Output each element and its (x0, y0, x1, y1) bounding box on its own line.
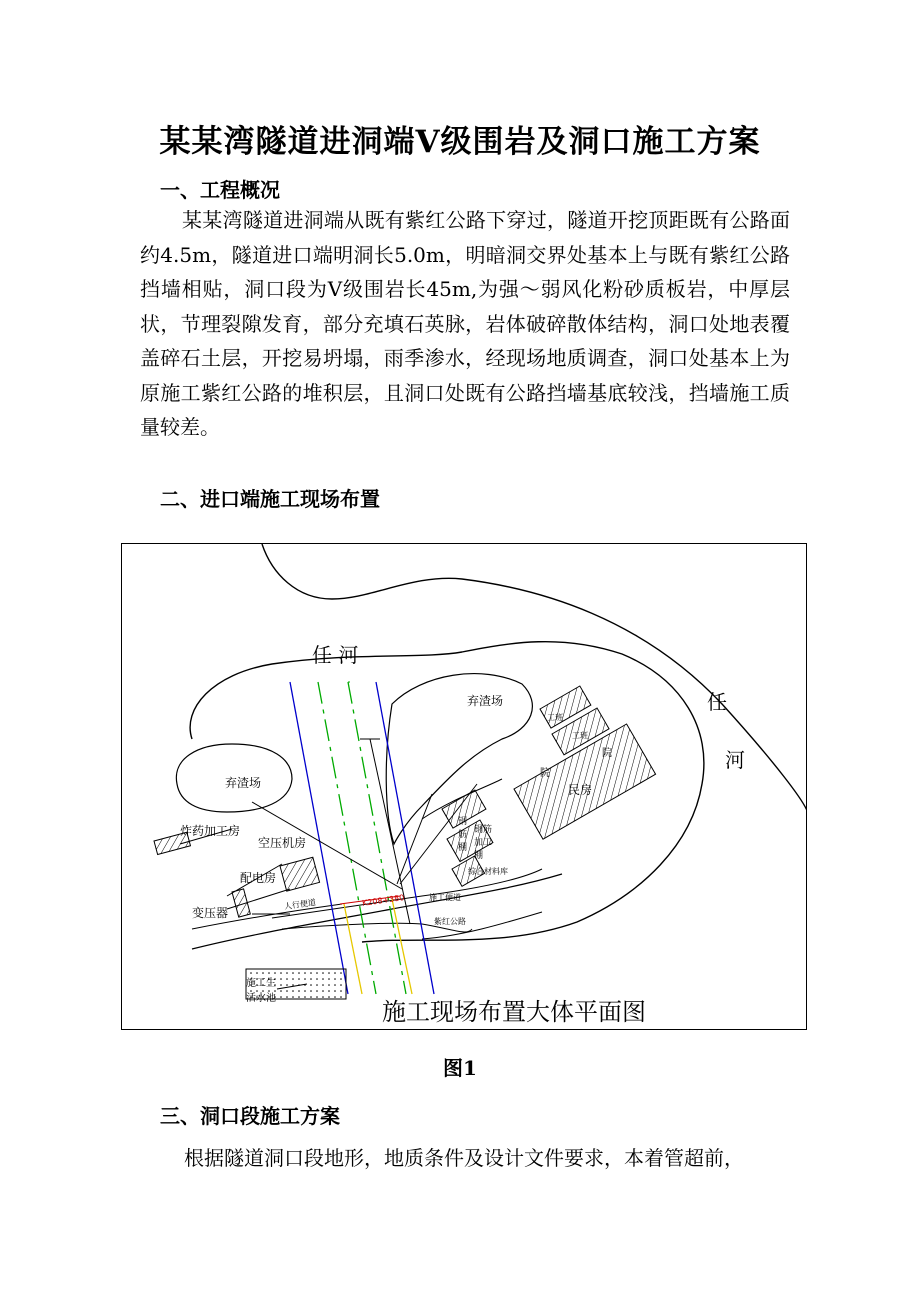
river-label-left: 任 河 (312, 643, 359, 667)
figure-title: 施工现场布置大体平面图 (382, 998, 646, 1026)
portal-plan-paragraph: 根据隧道洞口段地形，地质条件及设计文件要求，本着管超前， (184, 1146, 744, 1170)
rebar-shed-2-label: 钢筋加工棚 (474, 825, 493, 861)
workshop-1-label: 工班 (547, 713, 563, 722)
river-label-right-2: 河 (725, 748, 745, 772)
yard-2-label: 院 (540, 768, 550, 779)
figure-caption: 图1 (443, 1056, 477, 1080)
residential-houses-label: 民房 (568, 783, 593, 797)
spoil-area-left-label: 弃渣场 (225, 776, 262, 790)
section-heading-site-layout: 二、进口端施工现场布置 (160, 487, 380, 511)
hatched-buildings (154, 686, 656, 917)
yard-1-label: 院 (602, 748, 612, 759)
river-label-right-1: 任 (707, 690, 727, 714)
explosive-house-label: 炸药加工房 (180, 824, 241, 838)
materials-store-label: 综合材料库 (468, 867, 508, 876)
pedestrian-path-label: 人行便道 (283, 897, 317, 912)
construction-road-label: 施工便道 (429, 893, 461, 902)
water-tank-label: 施工生活水池 (246, 978, 276, 1004)
site-layout-figure (121, 543, 807, 1030)
document-title: 某某湾隧道进洞端Ⅴ级围岩及洞口施工方案 (159, 124, 761, 160)
existing-road-label: 紫红公路 (434, 917, 466, 926)
rebar-shed-1-label: 钢筋棚 (458, 817, 468, 853)
section-heading-overview: 一、工程概况 (160, 178, 280, 202)
power-room-label: 配电房 (240, 871, 277, 885)
overview-paragraph: 某某湾隧道进洞端从既有紫红公路下穿过，隧道开挖顶距既有公路面约4.5m，隧道进口端明洞长5.0m，明暗洞交界处基本上与既有紫红公路挡墙相贴，洞口段为Ⅴ级围岩长45m,为强～弱风化粉砂质板岩，中厚层状，节理裂隙发育，部分充填石英脉，岩体破碎散体结构，洞口处地表覆盖碎石土层，开挖易坍塌，雨季渗水，经现场地质调查，洞口处基本上为原施工紫红公路的堆积层，且洞口处既有公路挡墙基底较浅，挡墙施工质量较差。 (140, 208, 790, 439)
workshop-2-label: 工班 (572, 731, 588, 740)
transformer-label: 变压器 (192, 906, 229, 920)
air-compressor-label: 空压机房 (258, 836, 307, 850)
spoil-area-top-label: 弃渣场 (467, 694, 504, 708)
section-heading-portal-plan: 三、洞口段施工方案 (160, 1104, 340, 1128)
mileage-label: K208+380 (361, 893, 405, 908)
